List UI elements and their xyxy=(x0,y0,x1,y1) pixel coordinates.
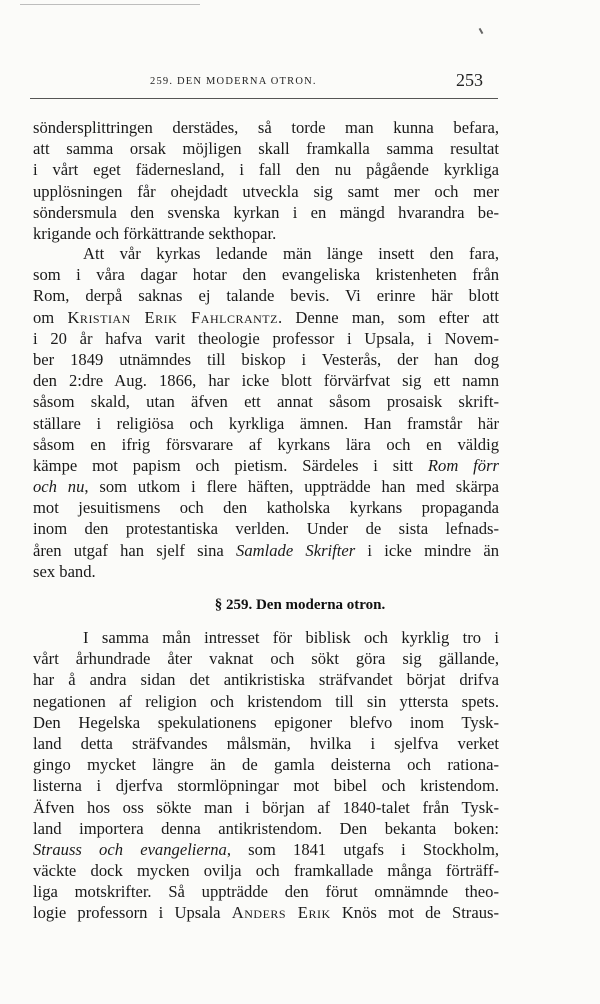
text-segment: kämpe mot papism och pietism. Särdeles i sitt xyxy=(33,455,428,475)
text-line xyxy=(33,307,499,328)
person-name: Anders Erik xyxy=(231,903,331,923)
text-line: gingo mycket längre än de gamla deisterna och rationa- xyxy=(33,755,499,775)
text-line xyxy=(33,476,499,497)
text-line: land importera denna antikristendom. Den bekanta boken: xyxy=(33,818,499,838)
text-line: att samma orsak möjligen skall framkalla samma resultat xyxy=(33,139,499,159)
book-title: och nu xyxy=(33,477,85,497)
text-line: Att vår kyrkas ledande män länge insett den fara, xyxy=(83,244,499,263)
person-name: Kristian Erik Fahlcrantz xyxy=(67,307,278,327)
section-heading: § 259. Den moderna otron. xyxy=(214,597,386,613)
running-head: 259. DEN MODERNA OTRON. xyxy=(150,76,317,87)
text-line: listerna i djerfva stormlöpningar mot bibel och kristendom. xyxy=(33,776,499,796)
text-line: inom den protestantiska verlden. Under de sista lefnads- xyxy=(33,519,499,539)
text-line: i 20 år hafva varit theologie professor i Upsala, i Novem- xyxy=(33,328,499,348)
text-line xyxy=(33,455,499,476)
text-line: ber 1849 utnämndes till biskop i Vesterås, der han dog xyxy=(33,349,499,369)
text-line xyxy=(33,839,499,860)
text-line: negationen af religion och kristendom till sin yttersta spets. xyxy=(33,691,499,711)
text-line: land detta sträfvandes målsmän, hvilka i sjelfva verket xyxy=(33,733,499,753)
text-line: upplösningen får ohejdadt utveckla sig samt mer och mer xyxy=(33,181,499,201)
text-line: sex band. xyxy=(33,561,96,581)
text-segment: , som 1841 utgafs i Stockholm, xyxy=(226,839,499,859)
text-line xyxy=(33,540,499,561)
text-line: Äfven hos oss sökte man i början af 1840-talet från Tysk- xyxy=(33,797,499,817)
text-line: den 2:dre Aug. 1866, har icke blott förvärfvat sig ett namn xyxy=(33,371,499,391)
book-title: Strauss och evangelierna xyxy=(33,839,227,859)
text-line: Den Hegelska spekulationens epigoner blefvo inom Tysk- xyxy=(33,712,499,732)
text-line: söndersplittringen derstädes, så torde man kunna befara, xyxy=(33,118,499,137)
paragraph-3 xyxy=(33,627,499,924)
text-segment: logie professorn i Upsala xyxy=(33,903,232,923)
text-line: söndersmula den svenska kyrkan i en mängd hvarandra be- xyxy=(33,202,499,222)
text-line: I samma mån intresset för biblisk och kyrklig tro i xyxy=(83,628,499,647)
text-line: har å andra sidan det antikristiska sträfvandet börjat drifva xyxy=(33,670,499,690)
text-line: vårt århundrade åter vaknat och sökt göra sig gällande, xyxy=(33,649,499,669)
scan-tick-mark xyxy=(479,28,484,34)
text-line xyxy=(33,902,499,923)
book-title: Samlade Skrifter xyxy=(236,540,356,560)
text-segment: , som utkom i flere häften, uppträdde han med skärpa xyxy=(84,477,499,497)
text-segment: i icke mindre än xyxy=(355,540,499,560)
paragraph-1 xyxy=(33,117,499,244)
book-title: Rom förr xyxy=(427,455,499,475)
text-line: krigande och förkättrande sekthopar. xyxy=(33,223,277,243)
text-line: ställare i religiösa och kyrkliga ämnen. Han framstår här xyxy=(33,413,499,433)
text-line: som i våra dagar hotar den evangeliska kristenheten från xyxy=(33,265,499,285)
text-segment: åren utgaf han sjelf sina xyxy=(33,540,237,560)
text-segment: Knös mot de Straus- xyxy=(330,903,499,923)
scan-edge-mark xyxy=(20,4,200,5)
text-line: såsom en ifrig försvarare af kyrkans lära och en väldig xyxy=(33,434,499,454)
text-line: såsom skald, utan äfven ett annat såsom prosaisk skrift- xyxy=(33,392,499,412)
paragraph-2 xyxy=(33,243,499,582)
text-line: mot jesuitismens och den katholska kyrkans propaganda xyxy=(33,498,499,518)
text-line: väckte dock mycken ovilja och framkallade många förträff- xyxy=(33,861,499,881)
text-line: i vårt eget fädernesland, i fall den nu pågående kyrkliga xyxy=(33,160,499,180)
header-rule xyxy=(30,98,498,99)
text-segment: . Denne man, som efter att xyxy=(277,307,499,327)
text-line: Rom, derpå saknas ej talande bevis. Vi erinre här blott xyxy=(33,286,499,306)
text-line: liga motskrifter. Så uppträdde den förut omnämnde theo- xyxy=(33,882,499,902)
page-number: 253 xyxy=(456,70,483,90)
text-segment: om xyxy=(33,307,68,327)
